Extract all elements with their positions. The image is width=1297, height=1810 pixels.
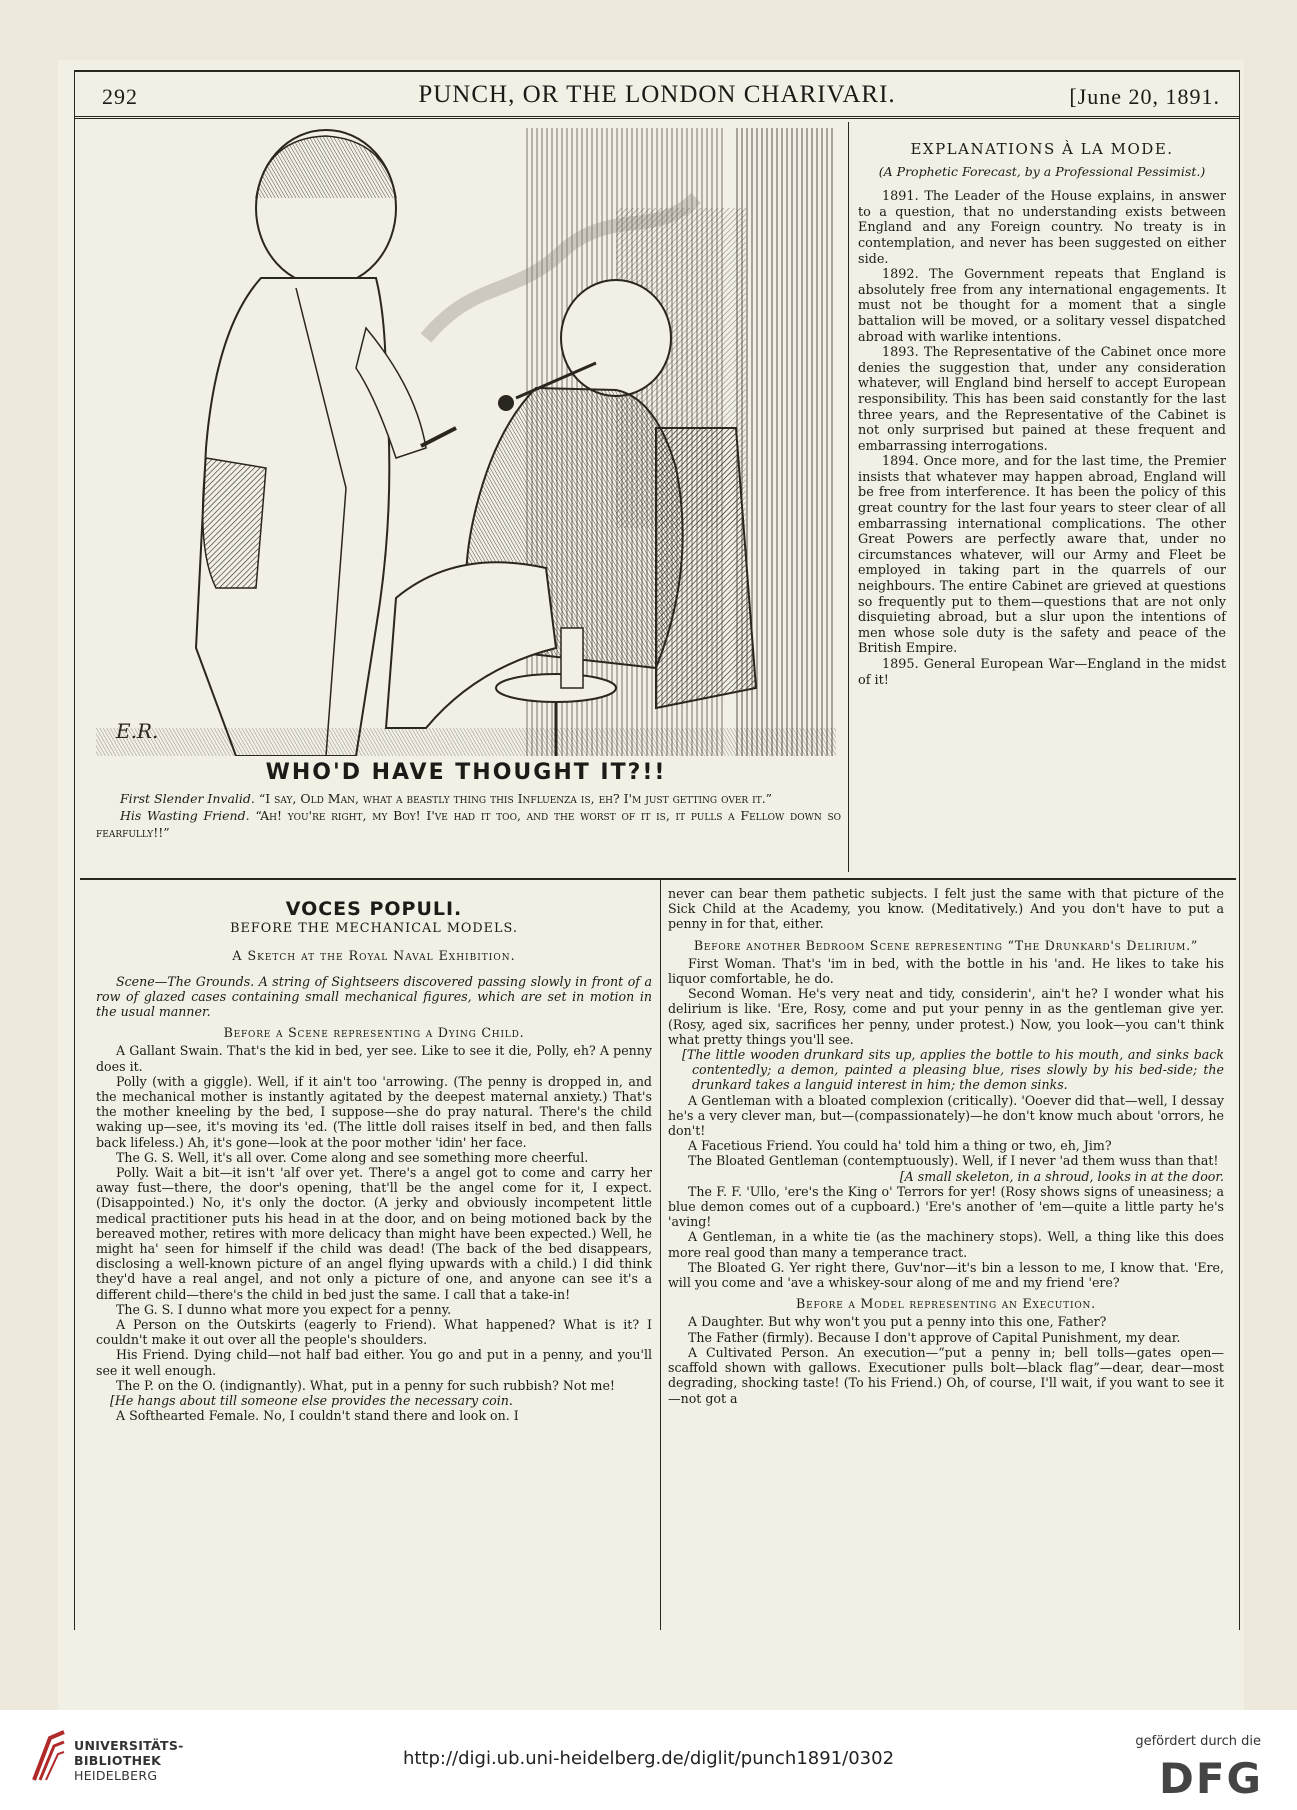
dialogue-line: The G. S. I dunno what more you expect for a penny.: [116, 1301, 452, 1317]
header-rule-top: [74, 70, 1240, 72]
dialogue-line: A Softhearted Female. No, I couldn't stand there and look on. I: [116, 1408, 519, 1424]
dialogue-line: A Person on the Outskirts (eagerly to Friend). What happened? What is it? I couldn't make it out over all the people's shoulders.: [96, 1317, 652, 1348]
dialogue-line: The F. F. 'Ullo, 'ere's the King o' Terrors for yer! (Rosy shows signs of uneasiness; a blue demon comes out of a cupboard.) 'Ere's another of 'em—quite a little party he's 'aving!: [668, 1183, 1224, 1230]
voces-subtitle-2: A Sketch at the Royal Naval Exhibition.: [232, 948, 516, 964]
scene-direction: Scene—The Grounds. A string of Sightseers discovered passing slowly in front of a row of glazed cases containing small mechanical figures, which are set in motion in the usual manner.: [96, 973, 652, 1020]
scene-heading-1: Before a Scene representing a Dying Child.: [223, 1025, 525, 1041]
page-number: 292: [102, 84, 138, 109]
dialogue-line: Polly (with a giggle). Well, if it ain't too 'arrowing. (The penny is dropped in, and the mechanical mother is instantly agitated by the deepest maternal anxiety.) That's the mother kneeling by the bed, I suppose—she do pray natural. There's the child waking up—see, it's moving its 'ed. (The little doll raises itself in bed, and then falls back lifeless.) Ah, it's gone—look at the poor mother 'idin' her face.: [96, 1073, 652, 1150]
library-name-line: BIBLIOTHEK: [74, 1753, 162, 1768]
dialogue-line: A Gentleman with a bloated complexion (critically). 'Ooever did that—well, I dessay he's a very clever man, but—(compassionately)—he don't know much about 'orrors, he don't!: [668, 1092, 1224, 1139]
dialogue-line: A Facetious Friend. You could ha' told him a thing or two, eh, Jim?: [688, 1138, 1112, 1154]
dialogue-line: The P. on the O. (indignantly). What, put in a penny for such rubbish? Not me!: [116, 1377, 615, 1393]
cartoon-title: WHO'D HAVE THOUGHT IT?!!: [265, 760, 667, 785]
column-rule-bottom: [660, 880, 661, 1630]
stage-direction: [He hangs about till someone else provides the necessary coin.: [110, 1393, 513, 1409]
stage-direction: [A small skeleton, in a shroud, looks in at the door.: [899, 1168, 1224, 1184]
library-name-line: HEIDELBERG: [74, 1768, 158, 1783]
dialogue-line: Second Woman. He's very neat and tidy, considerin', ain't he? I wonder what his delirium is like. 'Ere, Rosy, come and put your penny in as the gentleman give yer. (Rosy, aged six, sacrifices her penny, under protest.) Now, you look—you can't think what pretty things you'll see.: [668, 986, 1224, 1047]
cartoon-caption: [96, 790, 841, 841]
paragraph-1893: 1893. The Representative of the Cabinet once more denies the suggestion that, under any consideration whatever, will England bind herself to accept European responsibility. This has been said constantly for the last three years, and the Representative of the Cabinet is not only surprised but pained at these frequent and embarrassing interrogations.: [858, 345, 1226, 454]
voces-column-left: [96, 898, 652, 1424]
cartoon-drawing: [96, 128, 836, 756]
voces-column-right: [668, 886, 1224, 1406]
dialogue-line: A Gallant Swain. That's the kid in bed, yer see. Like to see it die, Polly, eh? A penny does it.: [96, 1043, 652, 1074]
dialogue-line: never can bear them pathetic subjects. I felt just the same with that picture of the Sick Child at the Academy, you know. (Meditatively.) And you don't have to put a penny in for that, either.: [668, 886, 1224, 932]
speech-1: “I say, Old Man, what a beastly thing this Influenza is, eh? I'm just getting over it.”: [258, 791, 773, 806]
dialogue-line: The Bloated G. Yer right there, Guv'nor—it's bin a lesson to me, I know that. 'Ere, will you come and 'ave a whiskey-sour along of me and my friend 'ere?: [668, 1259, 1224, 1291]
dialogue-line: A Gentleman, in a white tie (as the machinery stops). Well, a thing like this does more real good than many a temperance tract.: [668, 1229, 1224, 1260]
explanations-subtitle: (A Prophetic Forecast, by a Professional Pessimist.): [878, 163, 1206, 179]
dfg-logo: DFG: [1158, 1754, 1263, 1803]
paragraph-1892: 1892. The Government repeats that England is absolutely free from any international engagements. It must not be thought for a moment that a single battalion will be moved, or a solitary vessel dispatched abroad with warlike intentions.: [858, 267, 1226, 345]
scene-heading-3: Before a Model representing an Execution.: [796, 1296, 1096, 1312]
dialogue-line: The Father (firmly). Because I don't approve of Capital Punishment, my dear.: [688, 1329, 1181, 1345]
frame-rule-right: [1239, 70, 1240, 1630]
section-rule: [80, 878, 1236, 880]
artist-signature: E.R.: [116, 719, 159, 743]
scene-heading-2: Before another Bedroom Scene representing “The Drunkard's Delirium.”: [693, 937, 1199, 953]
permalink-url[interactable]: http://digi.ub.uni-heidelberg.de/diglit/punch1891/0302: [402, 1748, 895, 1769]
funded-by-label: gefördert durch die: [1135, 1734, 1261, 1749]
speech-2: “Ah! you're right, my Boy! I've had it too, and the worst of it is, it pulls a Fellow down so fearfully!!”: [96, 808, 841, 840]
page-header: [74, 78, 1240, 112]
frame-rule-left: [74, 70, 75, 1630]
speaker-1: First Slender Invalid.: [120, 791, 255, 806]
explanations-article: [858, 142, 1226, 688]
voces-subtitle: BEFORE THE MECHANICAL MODELS.: [230, 921, 518, 937]
dialogue-line: The G. S. Well, it's all over. Come along and see something more cheerful.: [116, 1149, 589, 1165]
paragraph-1891: 1891. The Leader of the House explains, in answer to a question, that no understanding exists between England and any Foreign country. No treaty is in contemplation, and never has been suggested on either side.: [858, 189, 1226, 267]
dialogue-line: A Daughter. But why won't you put a penny into this one, Father?: [688, 1314, 1107, 1330]
explanations-title: EXPLANATIONS À LA MODE.: [910, 140, 1174, 158]
stage-direction: [The little wooden drunkard sits up, applies the bottle to his mouth, and sinks back contentedly; a demon, painted a pleasing blue, rises slowly by his bed-side; the drunkard takes a languid interest in him; the demon sinks.: [682, 1047, 1224, 1093]
dialogue-line: First Woman. That's 'im in bed, with the bottle in his 'and. He likes to take his liquor comfortable, he do.: [668, 955, 1224, 987]
column-rule-top: [848, 122, 849, 872]
dialogue-line: The Bloated Gentleman (contemptuously). Well, if I never 'ad them wuss than that!: [688, 1153, 1219, 1169]
library-name-line: UNIVERSITÄTS-: [74, 1738, 184, 1753]
speaker-2: His Wasting Friend.: [120, 808, 250, 823]
issue-date: [June 20, 1891.: [1069, 84, 1220, 109]
paragraph-1894: 1894. Once more, and for the last time, the Premier insists that whatever may happen abroad, England will be free from interference. It has been the policy of this great country for the last four years to steer clear of all embarrassing international complications. The other Great Powers are perfectly aware that, under no circumstances whatever, will our Army and Fleet be employed in taking part in the quarrels of our neighbours. The entire Cabinet are grieved at questions so frequently put to them—questions that are not only disquieting abroad, but a slur upon the intentions of men whose sole duty is the safety and peace of the British Empire.: [858, 454, 1226, 657]
cartoon-illustration: [96, 128, 836, 756]
dialogue-line: His Friend. Dying child—not half bad either. You go and put in a penny, and you'll see it well enough.: [96, 1347, 652, 1378]
voces-title: VOCES POPULI.: [285, 898, 463, 920]
paragraph-1895: 1895. General European War—England in the midst of it!: [858, 657, 1226, 688]
header-rule-bottom: [74, 116, 1240, 119]
dialogue-line: A Cultivated Person. An execution—“put a penny in; bell tolls—gates open—scaffold shown with gallows. Executioner pulls bolt—black flag”—dear, dear—most degrading, shocking taste! (To his Friend.) Oh, of course, I'll wait, if you want to see it—not got a: [668, 1344, 1224, 1406]
viewer-footer: [0, 1710, 1297, 1810]
dialogue-line: Polly. Wait a bit—it isn't 'alf over yet. There's a angel got to come and carry her away fust—there, the door's opening, that'll be the angel come for it, I expect. (Disappointed.) No, it's only the doctor. (A jerky and obviously incompetent little medical practitioner puts his head in at the door, and on being motioned back by the bereaved mother, retires with more delicacy than might have been expected.) Well, he might ha' seen for himself if the child was dead! (The back of the bed disappears, disclosing a well-known picture of an angel flying upwards with a child.) I did think they'd have a real angel, and not only a picture of one, and anyone can see it's a different child—there's the child in bed just the same. I call that a take-in!: [96, 1165, 652, 1302]
journal-title: PUNCH, OR THE LONDON CHARIVARI.: [418, 81, 896, 108]
